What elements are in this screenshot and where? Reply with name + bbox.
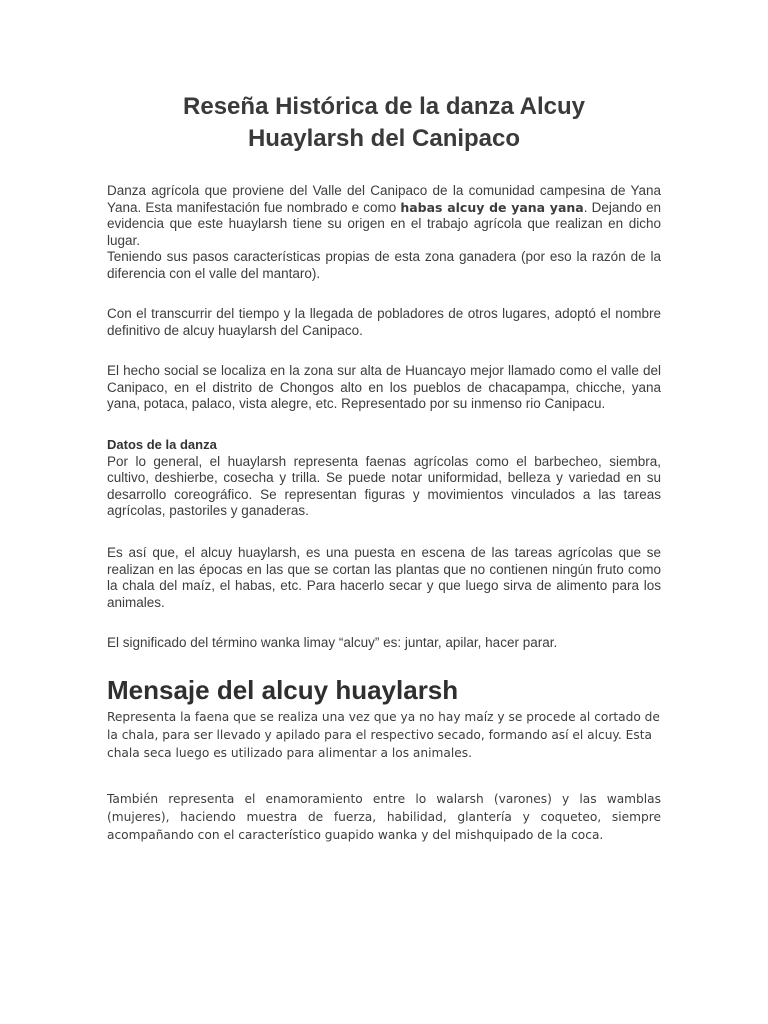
datos-section (107, 437, 661, 520)
mensaje-paragraph-2: También representa el enamoramiento entre lo walarsh (varones) y las wamblas (mujeres), haciendo muestra de fuerza, habilidad, glantería y coqueteo, siempre acompañando con el característico guapido wanka y del mishquipado de la coca. (107, 792, 661, 842)
document-title (100, 91, 668, 155)
datos-heading: Datos de la danza (107, 437, 217, 452)
intro-paragraph-line-2: Teniendo sus pasos características propias de esta zona ganadera (por eso la razón de la diferencia con el valle del mantaro). (107, 249, 661, 281)
datos-text: Por lo general, el huaylarsh representa faenas agrícolas como el barbecheo, siembra, cultivo, deshierbe, cosecha y trilla. Se puede notar uniformidad, belleza y variedad en su desarrollo coreográfico. Se representan figuras y movimientos vinculados a las tareas agrícolas, pastoriles y ganaderas. (107, 453, 661, 518)
document-title-line-2: Huaylarsh del Canipaco (247, 125, 521, 152)
mensaje-paragraph-1: Representa la faena que se realiza una vez que ya no hay maíz y se procede al cortado de la chala, para ser llevado y apilado para el respectivo secado, formando así el alcuy. Esta chala seca luego es utilizado para alimentar a los animales. (107, 710, 660, 760)
location-paragraph: El hecho social se localiza en la zona sur alta de Huancayo mejor llamado como el valle del Canipaco, en el distrito de Chongos alto en los pueblos de chacapampa, chicche, yana yana, potaca, palaco, vista alegre, etc. Representado por su inmenso rio Canipacu. (107, 363, 661, 411)
intro-text-end: . Dejando en evidencia que este huaylarsh tiene su origen en el trabajo agrícola que realizan en dicho lugar. (107, 199, 661, 248)
document-title-line-1: Reseña Histórica de la danza Alcuy (183, 93, 585, 120)
intro-paragraph (107, 183, 661, 282)
intro-text-start: Danza agrícola que proviene del Valle del Canipaco de la comunidad campesina de Yana Yana. Esta manifestación fue nombrado e como (107, 183, 661, 215)
intro-bold-phrase: habas alcuy de yana yana (400, 199, 584, 215)
significado-paragraph: El significado del término wanka limay “alcuy” es: juntar, apilar, hacer parar. (107, 635, 558, 650)
intro-paragraph-line-1 (107, 183, 661, 249)
mensaje-heading: Mensaje del alcuy huaylarsh (107, 675, 459, 705)
puesta-en-escena-paragraph: Es así que, el alcuy huaylarsh, es una puesta en escena de las tareas agrícolas que se realizan en las épocas en las que se cortan las plantas que no contienen ningún fruto como la chala del maíz, el habas, etc. Para hacerlo secar y que luego sirva de alimento para los animales. (107, 545, 661, 610)
transcurrir-paragraph: Con el transcurrir del tiempo y la llegada de pobladores de otros lugares, adoptó el nombre definitivo de alcuy huaylarsh del Canipaco. (107, 306, 661, 338)
